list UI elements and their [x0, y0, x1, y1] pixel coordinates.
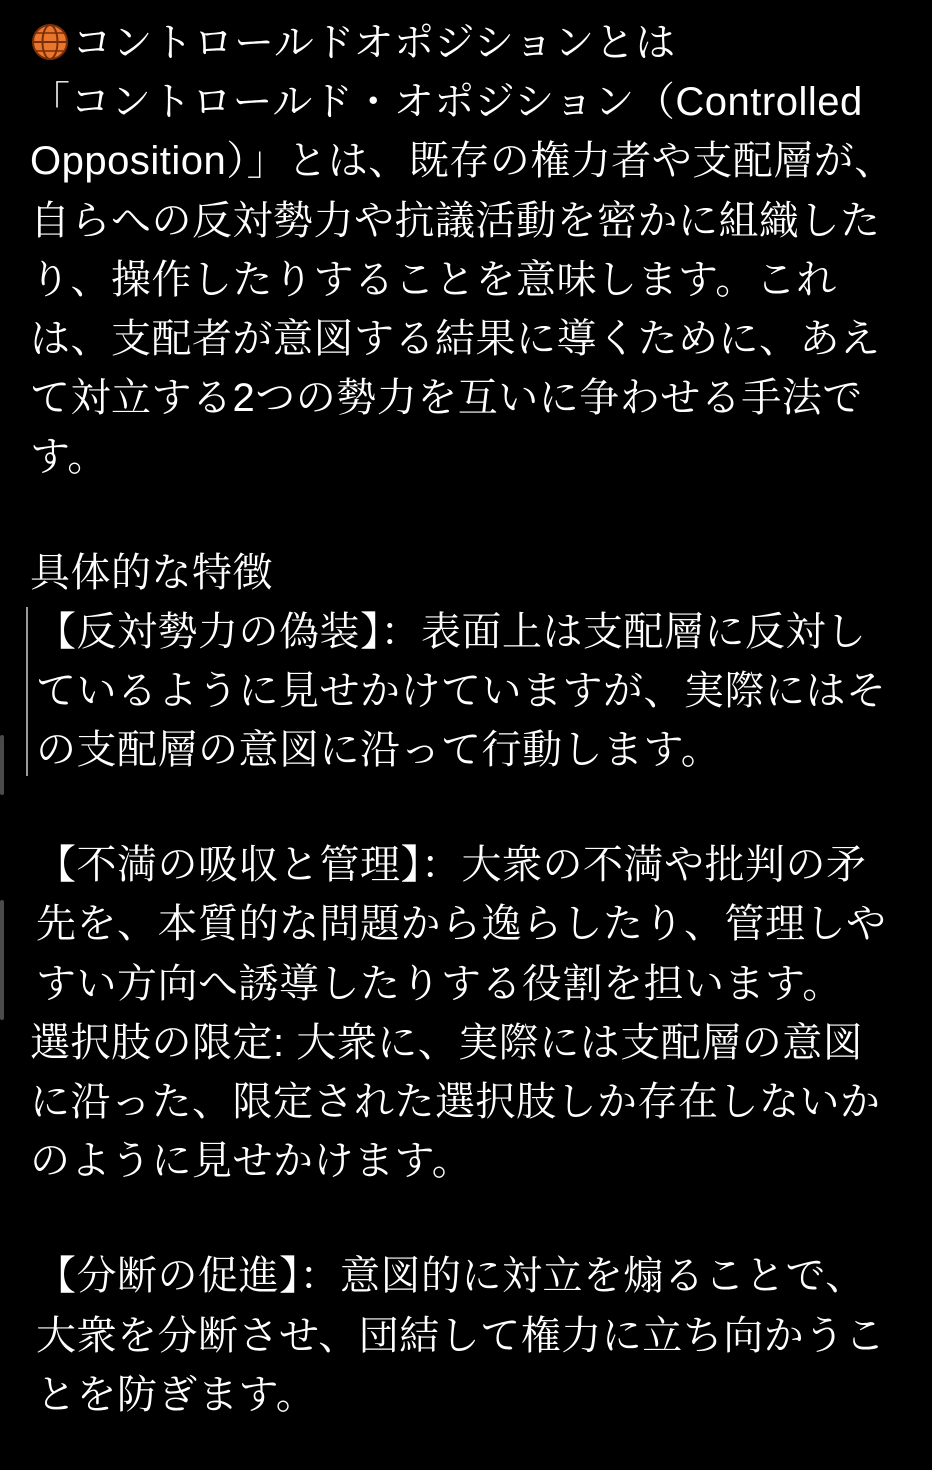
spacer	[30, 1191, 902, 1247]
feature-item: 【分断の促進】：意図的に対立を煽ることで、大衆を分断させ、団結して権力に立ち向かうことを防ぎます。	[36, 1254, 886, 1417]
spacer	[30, 780, 902, 836]
intro-paragraph: 「コントロールド・オポジション（Controlled Opposition）」とは、既存の権力者や支配層が、自らへの反対勢力や抗議活動を密かに組織したり、操作したりすることを意味します。これは、支配者が意図する結果に導くために、あえて対立する2つの勢力を互いに争わせる手法です。	[30, 80, 895, 480]
scroll-indicator-lower[interactable]	[0, 900, 4, 1020]
page-title: コントロールドオポジションとは	[72, 21, 676, 65]
feature-item: 【不満の吸収と管理】：大衆の不満や批判の矛先を、本質的な問題から逸らしたり、管理しやすい方向へ誘導したりする役割を担います。	[36, 843, 887, 1006]
document-content	[30, 14, 902, 1425]
feature-item: 【反対勢力の偽装】：表面上は支配層に反対しているように見せかけていますが、実際にはその支配層の意図に沿って行動します。	[30, 603, 902, 781]
section-heading: 具体的な特徴	[30, 550, 273, 595]
spacer	[30, 488, 902, 544]
document-title-line	[30, 14, 902, 73]
scroll-indicator-upper[interactable]	[0, 735, 4, 795]
globe-icon	[30, 20, 70, 60]
feature-item: 選択肢の限定: 大衆に、実際には支配層の意図に沿った、限定された選択肢しか存在しないかのように見せかけます。	[30, 1020, 881, 1184]
